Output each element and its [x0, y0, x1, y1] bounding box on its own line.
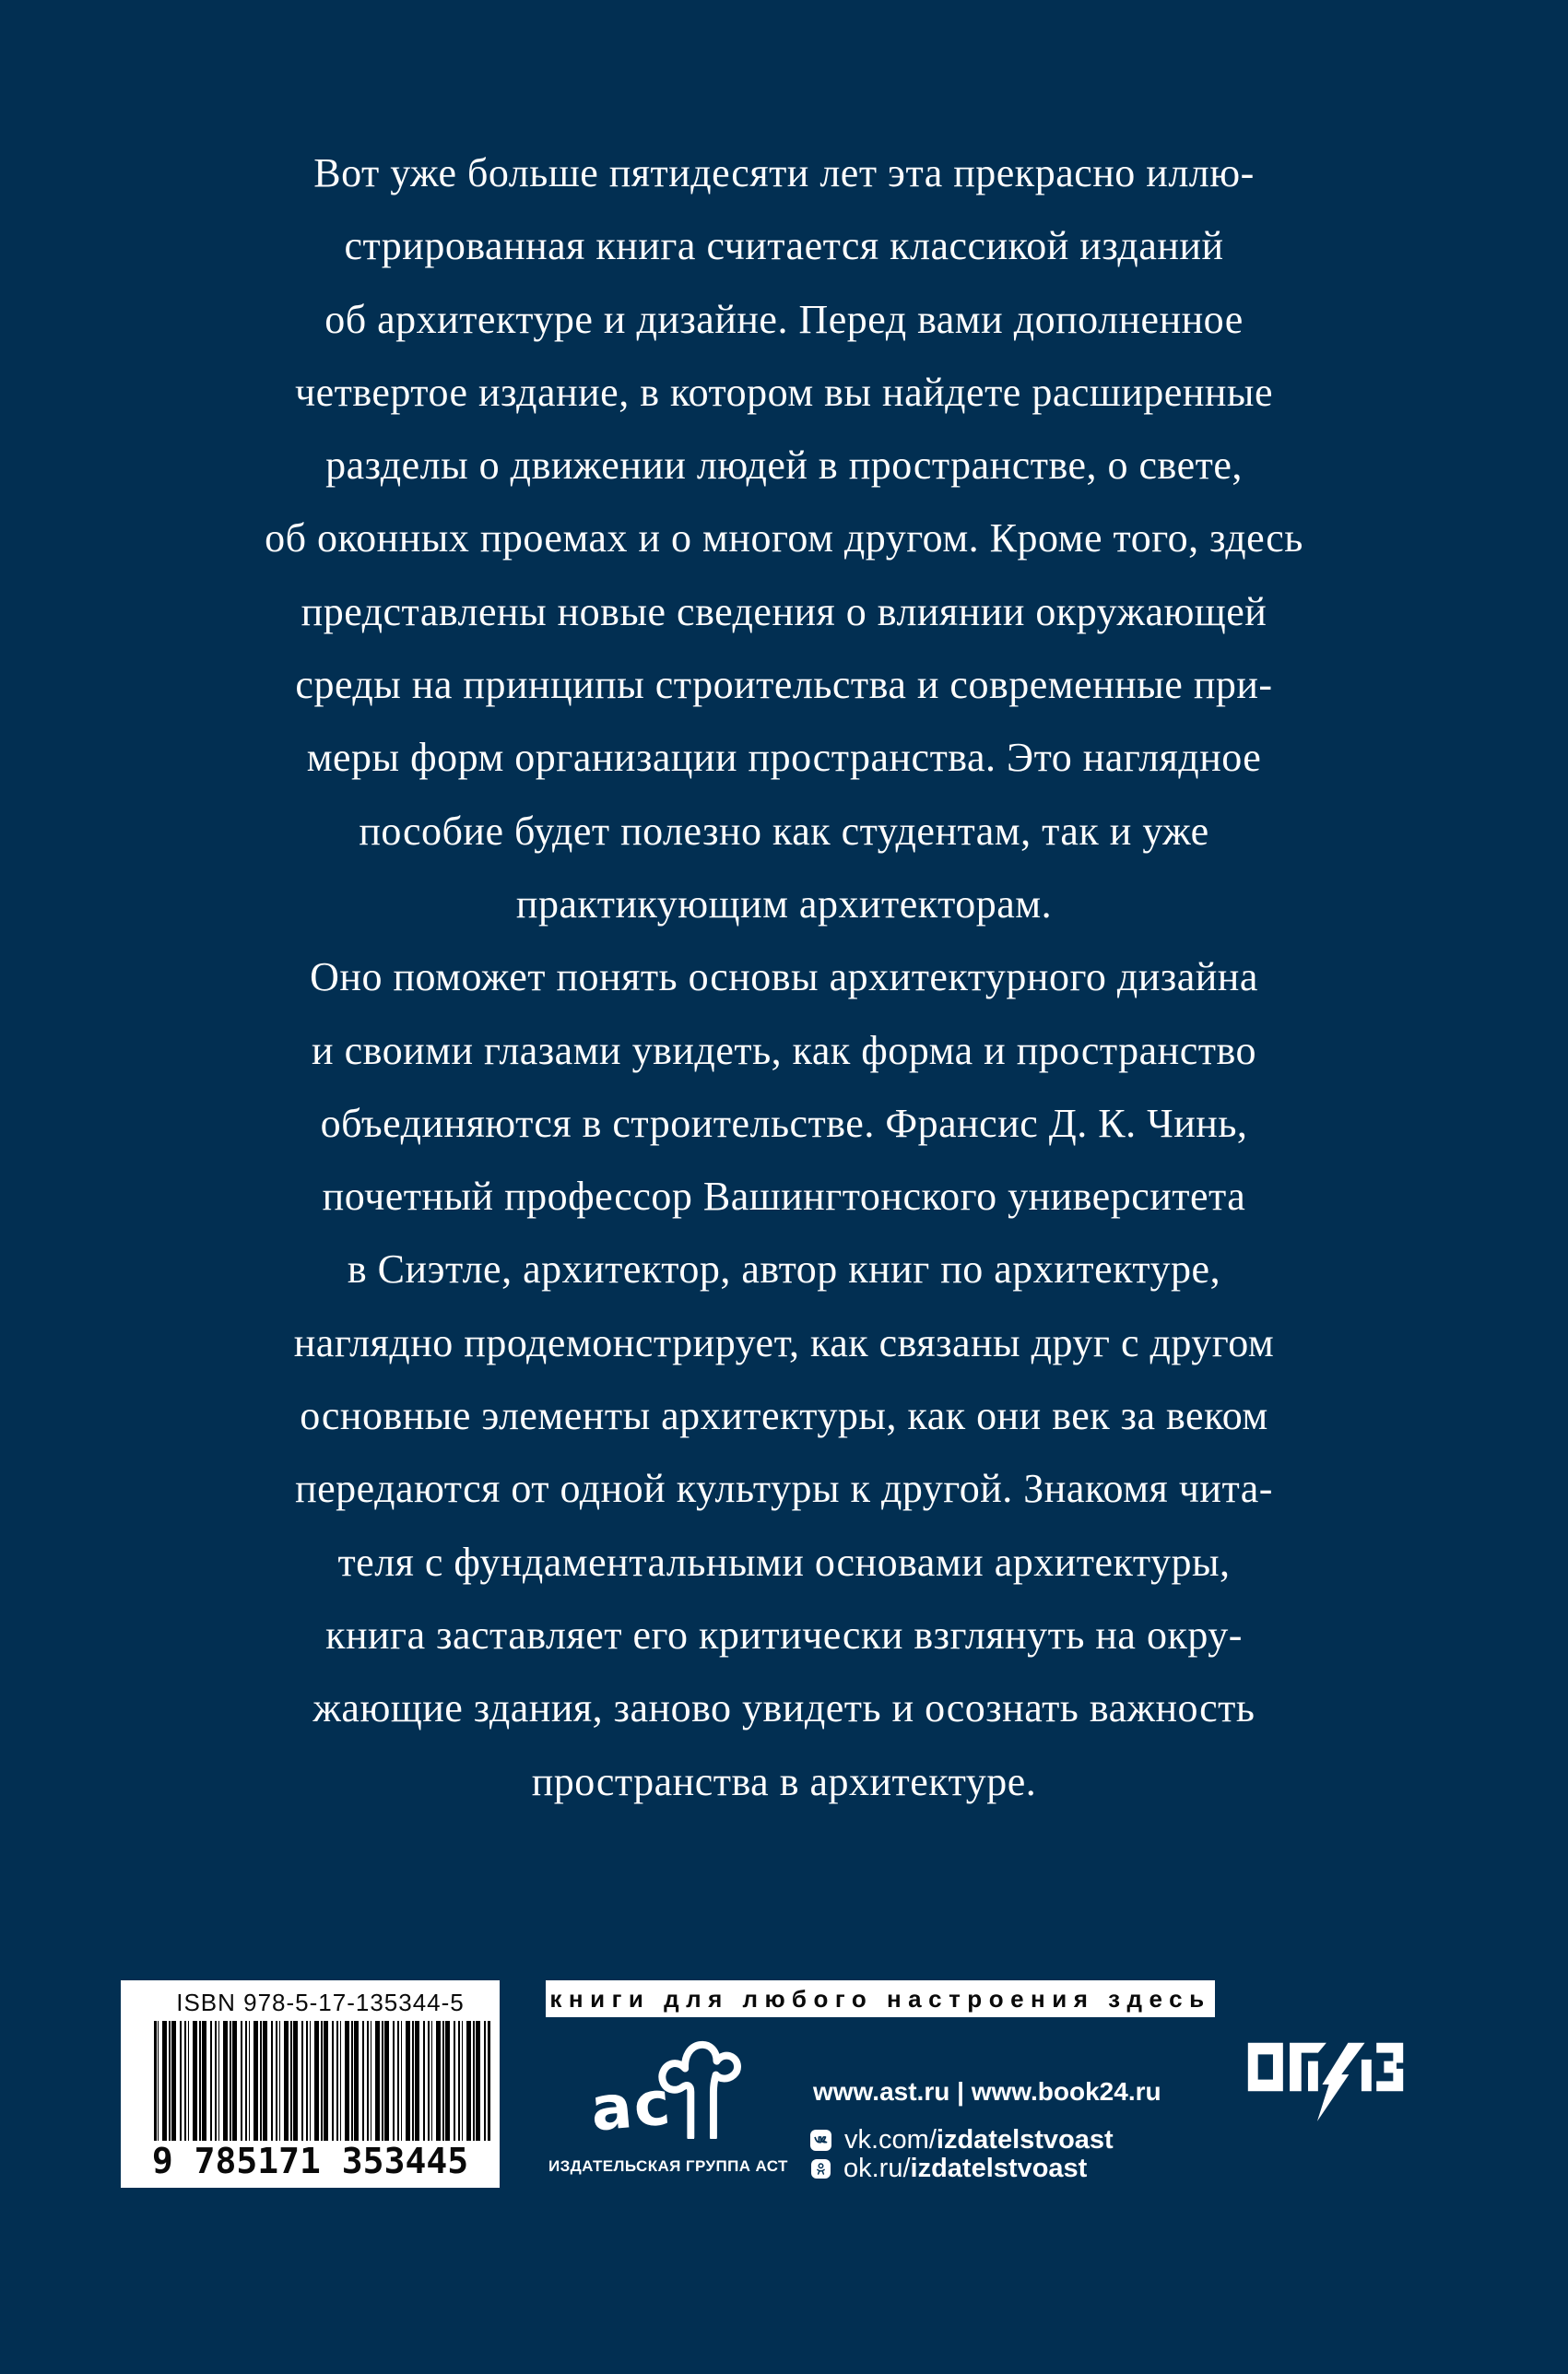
description-line: среды на принципы строительства и современные при-	[295, 662, 1273, 708]
vk-link-row	[810, 2126, 1114, 2154]
ok-link-account: izdatelstvoast	[910, 2154, 1088, 2183]
description-line: стрированная книга считается классикой изданий	[344, 223, 1224, 269]
websites-line: www.ast.ru | www.book24.ru	[813, 2077, 1161, 2106]
description-line: Оно поможет понять основы архитектурного дизайна	[310, 954, 1258, 1000]
ok-link-row	[810, 2155, 1087, 2182]
description-line: почетный профессор Вашингтонского университета	[322, 1174, 1246, 1220]
description-line: разделы о движении людей в пространстве, о свете,	[325, 443, 1243, 489]
description-line: теля с фундаментальными основами архитектуры,	[337, 1539, 1231, 1585]
barcode-icon	[154, 2021, 491, 2141]
description-line: пространства в архитектуре.	[531, 1758, 1037, 1804]
description-line: пособие будет полезно как студентам, так и уже	[359, 808, 1209, 854]
isbn-panel	[121, 1980, 500, 2188]
description-line: Вот уже больше пятидесяти лет эта прекрасно иллю-	[313, 150, 1255, 195]
description-line: об архитектуре и дизайне. Перед вами дополненное	[324, 296, 1244, 342]
description-line: и своими глазами увидеть, как форма и пространство	[312, 1027, 1256, 1073]
slogan-strip: книги для любого настроения здесь	[546, 1980, 1215, 2017]
description-line: наглядно продемонстрирует, как связаны друг с другом	[293, 1319, 1275, 1365]
ast-group-label: ИЗДАТЕЛЬСКАЯ ГРУППА АСТ	[548, 2157, 788, 2175]
description-line: передаются от одной культуры к другой. Знакомя чита-	[295, 1466, 1273, 1512]
ast-logo-block	[548, 2028, 788, 2190]
links-block	[810, 2077, 1216, 2188]
ast-cactus-icon	[646, 2032, 753, 2139]
description-line: жающие здания, заново увидеть и осознать важность	[312, 1685, 1256, 1731]
ok-icon	[811, 2159, 831, 2179]
isbn-label: ISBN 978-5-17-135344-5	[176, 1989, 465, 2016]
ast-logo-letters: ас	[587, 2067, 675, 2145]
vk-link-text	[844, 2126, 1114, 2154]
description-line: объединяются в строительстве. Франсис Д. К. Чинь,	[320, 1100, 1248, 1146]
vk-link-prefix: vk.com/	[844, 2125, 937, 2155]
ogiz-logo	[1246, 2037, 1405, 2123]
description-line: об оконных проемах и о многом другом. Кроме того, здесь	[265, 515, 1303, 561]
description-line: меры форм организации пространства. Это наглядное	[306, 735, 1262, 781]
description-line: практикующим архитекторам.	[515, 880, 1053, 927]
description-line: книга заставляет его критически взглянуть на окру-	[325, 1612, 1243, 1658]
barcode-digits: 9 785171 353445	[128, 2141, 492, 2181]
description-line: представлены новые сведения о влиянии окружающей	[301, 588, 1267, 634]
ok-link-prefix: ok.ru/	[843, 2154, 911, 2183]
vk-link-account: izdatelstvoast	[936, 2125, 1114, 2155]
ok-link-text	[843, 2155, 1087, 2182]
vk-icon	[810, 2130, 831, 2151]
book-description	[78, 136, 1490, 1818]
description-line: основные элементы архитектуры, как они век за веком	[300, 1393, 1268, 1439]
description-line: четвертое издание, в котором вы найдете расширенные	[294, 369, 1274, 415]
description-line: в Сиэтле, архитектор, автор книг по архитектуре,	[347, 1246, 1221, 1293]
